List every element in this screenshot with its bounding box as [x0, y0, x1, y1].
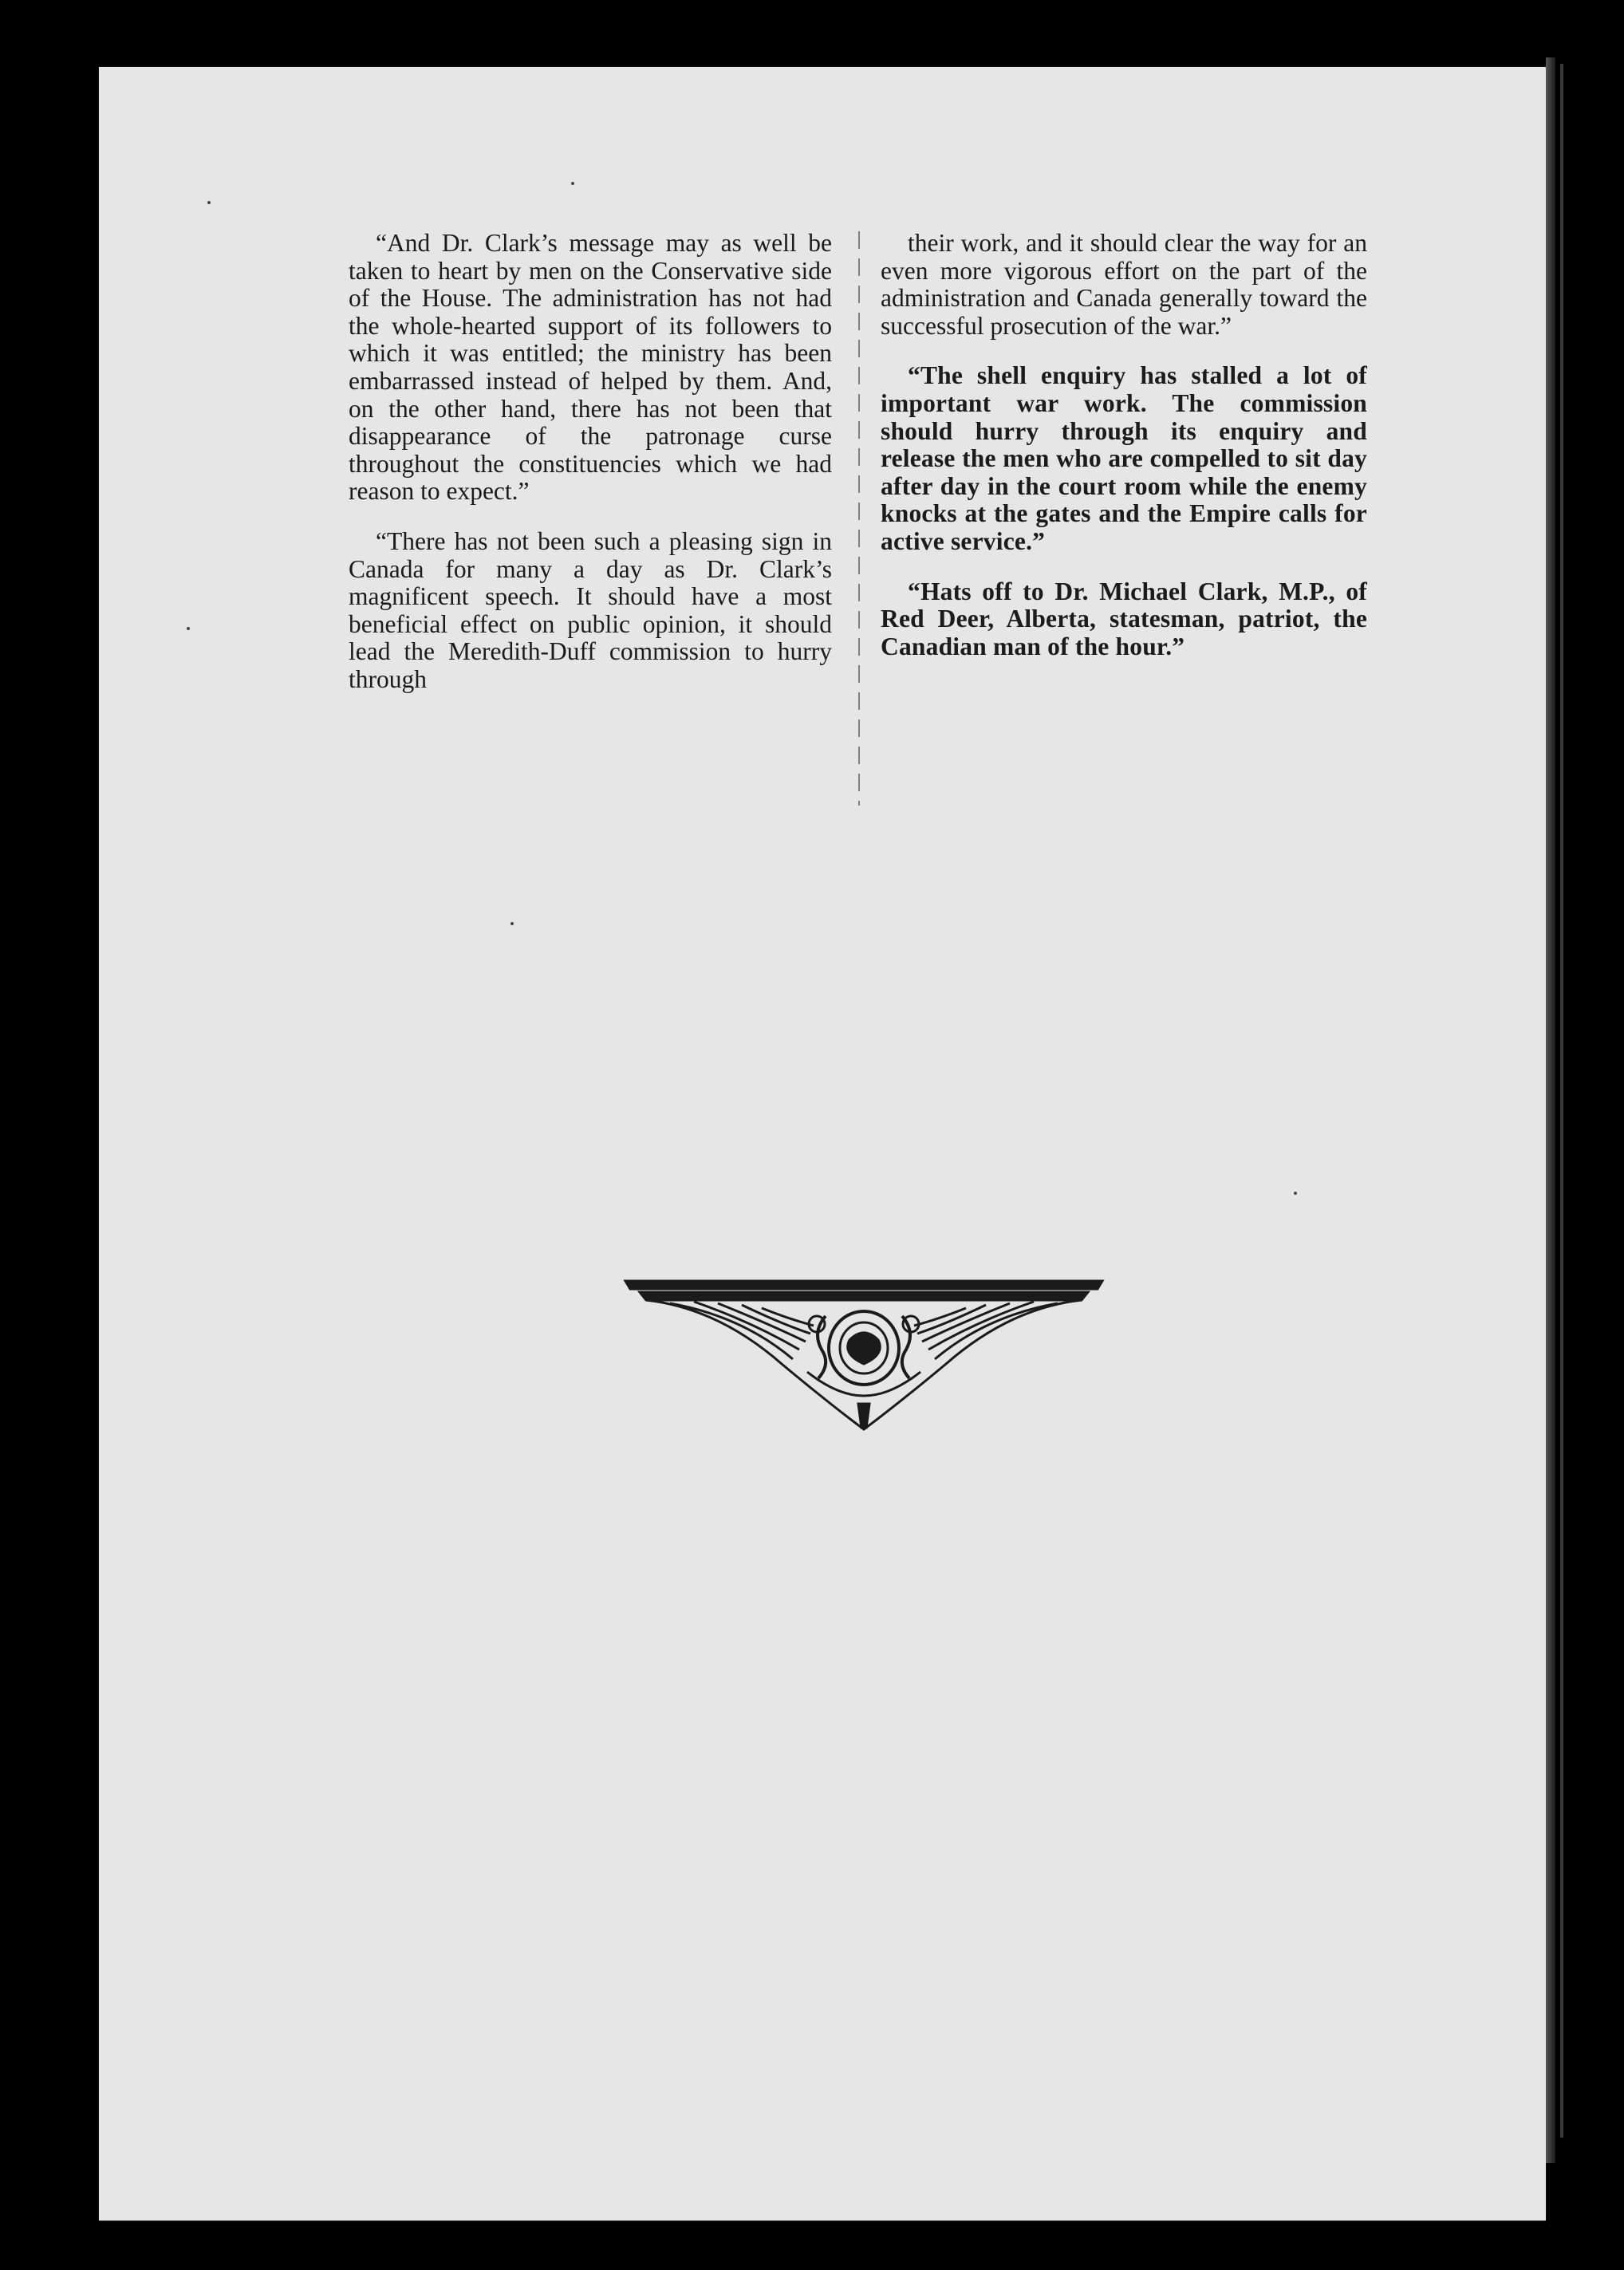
page-edge-shadow — [1546, 57, 1555, 2163]
left-paragraph-2: “There has not been such a pleasing sign in Canada for many a day as Dr. Clark’s magnificent speech. It should have a most beneficial effect on public opinion, it should lead the Meredith-Duff commission to hurry through — [349, 526, 832, 693]
paper-speck — [187, 627, 190, 630]
paper-speck — [510, 922, 514, 925]
right-paragraph-2: “The shell enquiry has stalled a lot of important war work. The commission should hurry through its enquiry and release the men who are compelled to sit day after day in the court room while the enemy knocks at the gates and the Empire calls for active service.” — [881, 361, 1367, 555]
right-paragraph-3: “Hats off to Dr. Michael Clark, M.P., of Red Deer, Alberta, statesman, patriot, the Canadian man of the hour.” — [881, 577, 1367, 660]
paper-speck — [207, 201, 211, 204]
right-column — [881, 230, 1367, 660]
page-edge-line — [1560, 64, 1563, 2138]
left-column — [349, 230, 832, 694]
column-divider — [858, 231, 860, 806]
paper-speck — [571, 182, 574, 185]
right-paragraph-1: their work, and it should clear the way for an even more vigorous effort on the part of the administration and Canada generally toward the successful prosecution of the war.” — [881, 229, 1367, 340]
left-paragraph-1: “And Dr. Clark’s message may as well be taken to heart by men on the Conservative side of the House. The administration has not had the whole-hearted support of its followers to which it was entitled; the ministry has been embarrassed instead of helped by them. And, on the other hand, there has not been that disappearance of the patronage curse throughout the constituencies which we had reason to expect.” — [349, 229, 832, 506]
paper-speck — [1294, 1192, 1297, 1195]
ornamental-bracket-icon — [622, 1276, 1106, 1436]
